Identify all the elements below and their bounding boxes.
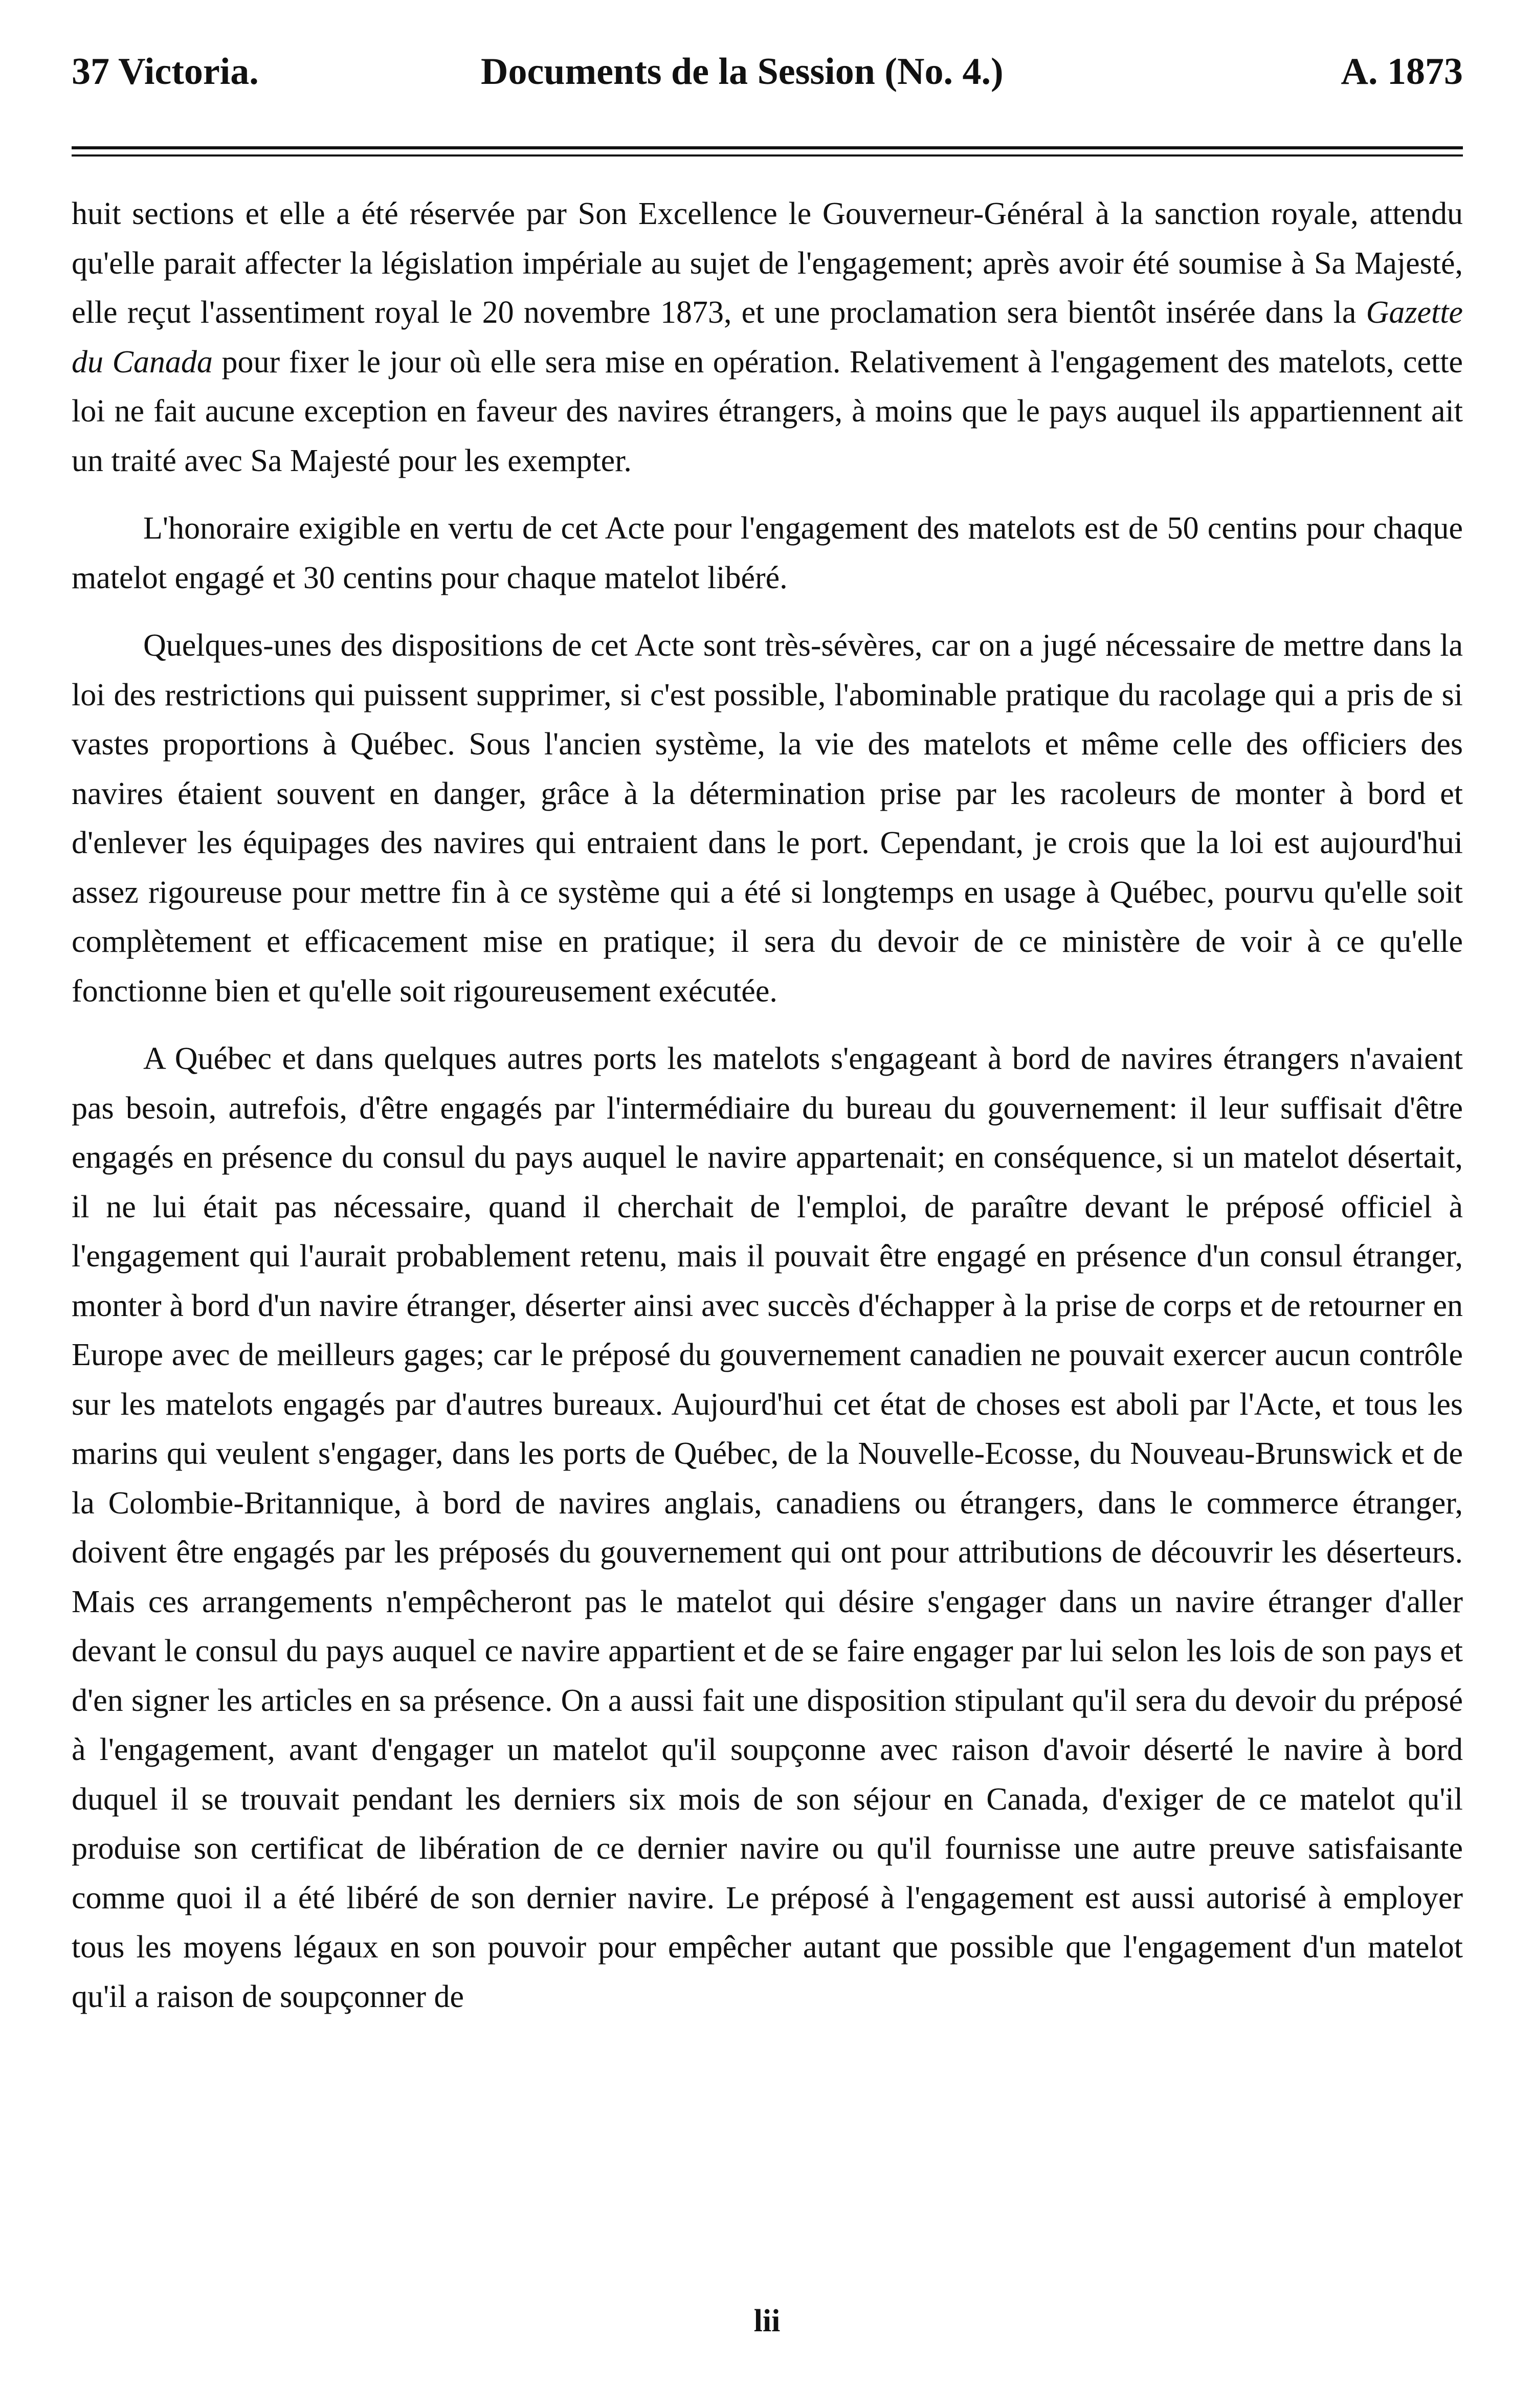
paragraph-1 — [72, 189, 1463, 485]
paragraph-1-part-b: pour fixer le jour où elle sera mise en opération. Relativement à l'engagement des matelots, cette loi ne fait aucune exception en faveur des navires étrangers, à moins que le pays auquel ils appartiennent ait un traité avec Sa Majesté pour les exempter. — [72, 344, 1463, 478]
paragraph-2: L'honoraire exigible en vertu de cet Acte pour l'engagement des matelots est de 50 centins pour chaque matelot engagé et 30 centins pour chaque matelot libéré. — [72, 511, 1463, 595]
header-volume: 37 Victoria. — [72, 51, 259, 93]
paragraph-1-part-a: huit sections et elle a été réservée par Son Excellence le Gouverneur-Général à la sanction royale, attendu qu'elle parait affecter la législation impériale au sujet de l'engagement; après avoir été soumise à Sa Majesté, elle reçut l'assentiment royal le 20 novembre 1873, et une proclamation sera bientôt insérée dans la — [72, 196, 1463, 330]
running-header — [72, 41, 1463, 102]
page-number: lii — [753, 2304, 781, 2338]
header-rule-thin — [72, 154, 1463, 157]
gazette-title: Gazette du Canada — [72, 295, 1463, 380]
header-year: A. 1873 — [1341, 51, 1463, 93]
header-rule-thick — [72, 146, 1463, 149]
paragraph-3: Quelques-unes des dispositions de cet Acte sont très-sévères, car on a jugé nécessaire de mettre dans la loi des restrictions qui puissent supprimer, si c'est possible, l'abominable pratique du racolage qui a pris de si vastes proportions à Québec. Sous l'ancien système, la vie des matelots et même celle des officiers des navires étaient souvent en danger, grâce à la détermination prise par les racoleurs de monter à bord et d'enlever les équipages des navires qui entraient dans le port. Cependant, je crois que la loi est aujourd'hui assez rigoureuse pour mettre fin à ce système qui a été si longtemps en usage à Québec, pourvu qu'elle soit complètement et efficacement mise en pratique; il sera du devoir de ce ministère de voir à ce qu'elle fonctionne bien et qu'elle soit rigoureusement exécutée. — [72, 628, 1463, 1009]
header-title: Documents de la Session (No. 4.) — [481, 51, 1004, 93]
paragraph-4: A Québec et dans quelques autres ports les matelots s'engageant à bord de navires étrangers n'avaient pas besoin, autrefois, d'être engagés par l'intermédiaire du bureau du gouvernement: il leur suffisait d'être engagés en présence du consul du pays auquel le navire appartenait; en conséquence, si un matelot désertait, il ne lui était pas nécessaire, quand il cherchait de l'emploi, de paraître devant le préposé officiel à l'engagement qui l'aurait probablement retenu, mais il pouvait être engagé en présence d'un consul étranger, monter à bord d'un navire étranger, déserter ainsi avec succès d'échapper à la prise de corps et de retourner en Europe avec de meilleurs gages; car le préposé du gouvernement canadien ne pouvait exercer aucun contrôle sur les matelots engagés par d'autres bureaux. Aujourd'hui cet état de choses est aboli par l'Acte, et tous les marins qui veulent s'engager, dans les ports de Québec, de la Nouvelle-Ecosse, du Nouveau-Brunswick et de la Colombie-Britannique, à bord de navires anglais, canadiens ou étrangers, dans le commerce étranger, doivent être engagés par les préposés du gouvernement qui ont pour attributions de découvrir les déserteurs. Mais ces arrangements n'empêcheront pas le matelot qui désire s'engager dans un navire étranger d'aller devant le consul du pays auquel ce navire appartient et de se faire engager par lui selon les lois de son pays et d'en signer les articles en sa présence. On a aussi fait une disposition stipulant qu'il sera du devoir du préposé à l'engagement, avant d'engager un matelot qu'il soupçonne avec raison d'avoir déserté le navire à bord duquel il se trouvait pendant les derniers six mois de son séjour en Canada, d'exiger de ce matelot qu'il produise son certificat de libération de ce dernier navire ou qu'il fournisse une autre preuve satisfaisante comme quoi il a été libéré de son dernier navire. Le préposé à l'engagement est aussi autorisé à employer tous les moyens légaux en son pouvoir pour empêcher autant que possible que l'engagement d'un matelot qu'il a raison de soupçonner de — [72, 1041, 1463, 2014]
body-text — [72, 189, 1463, 2021]
